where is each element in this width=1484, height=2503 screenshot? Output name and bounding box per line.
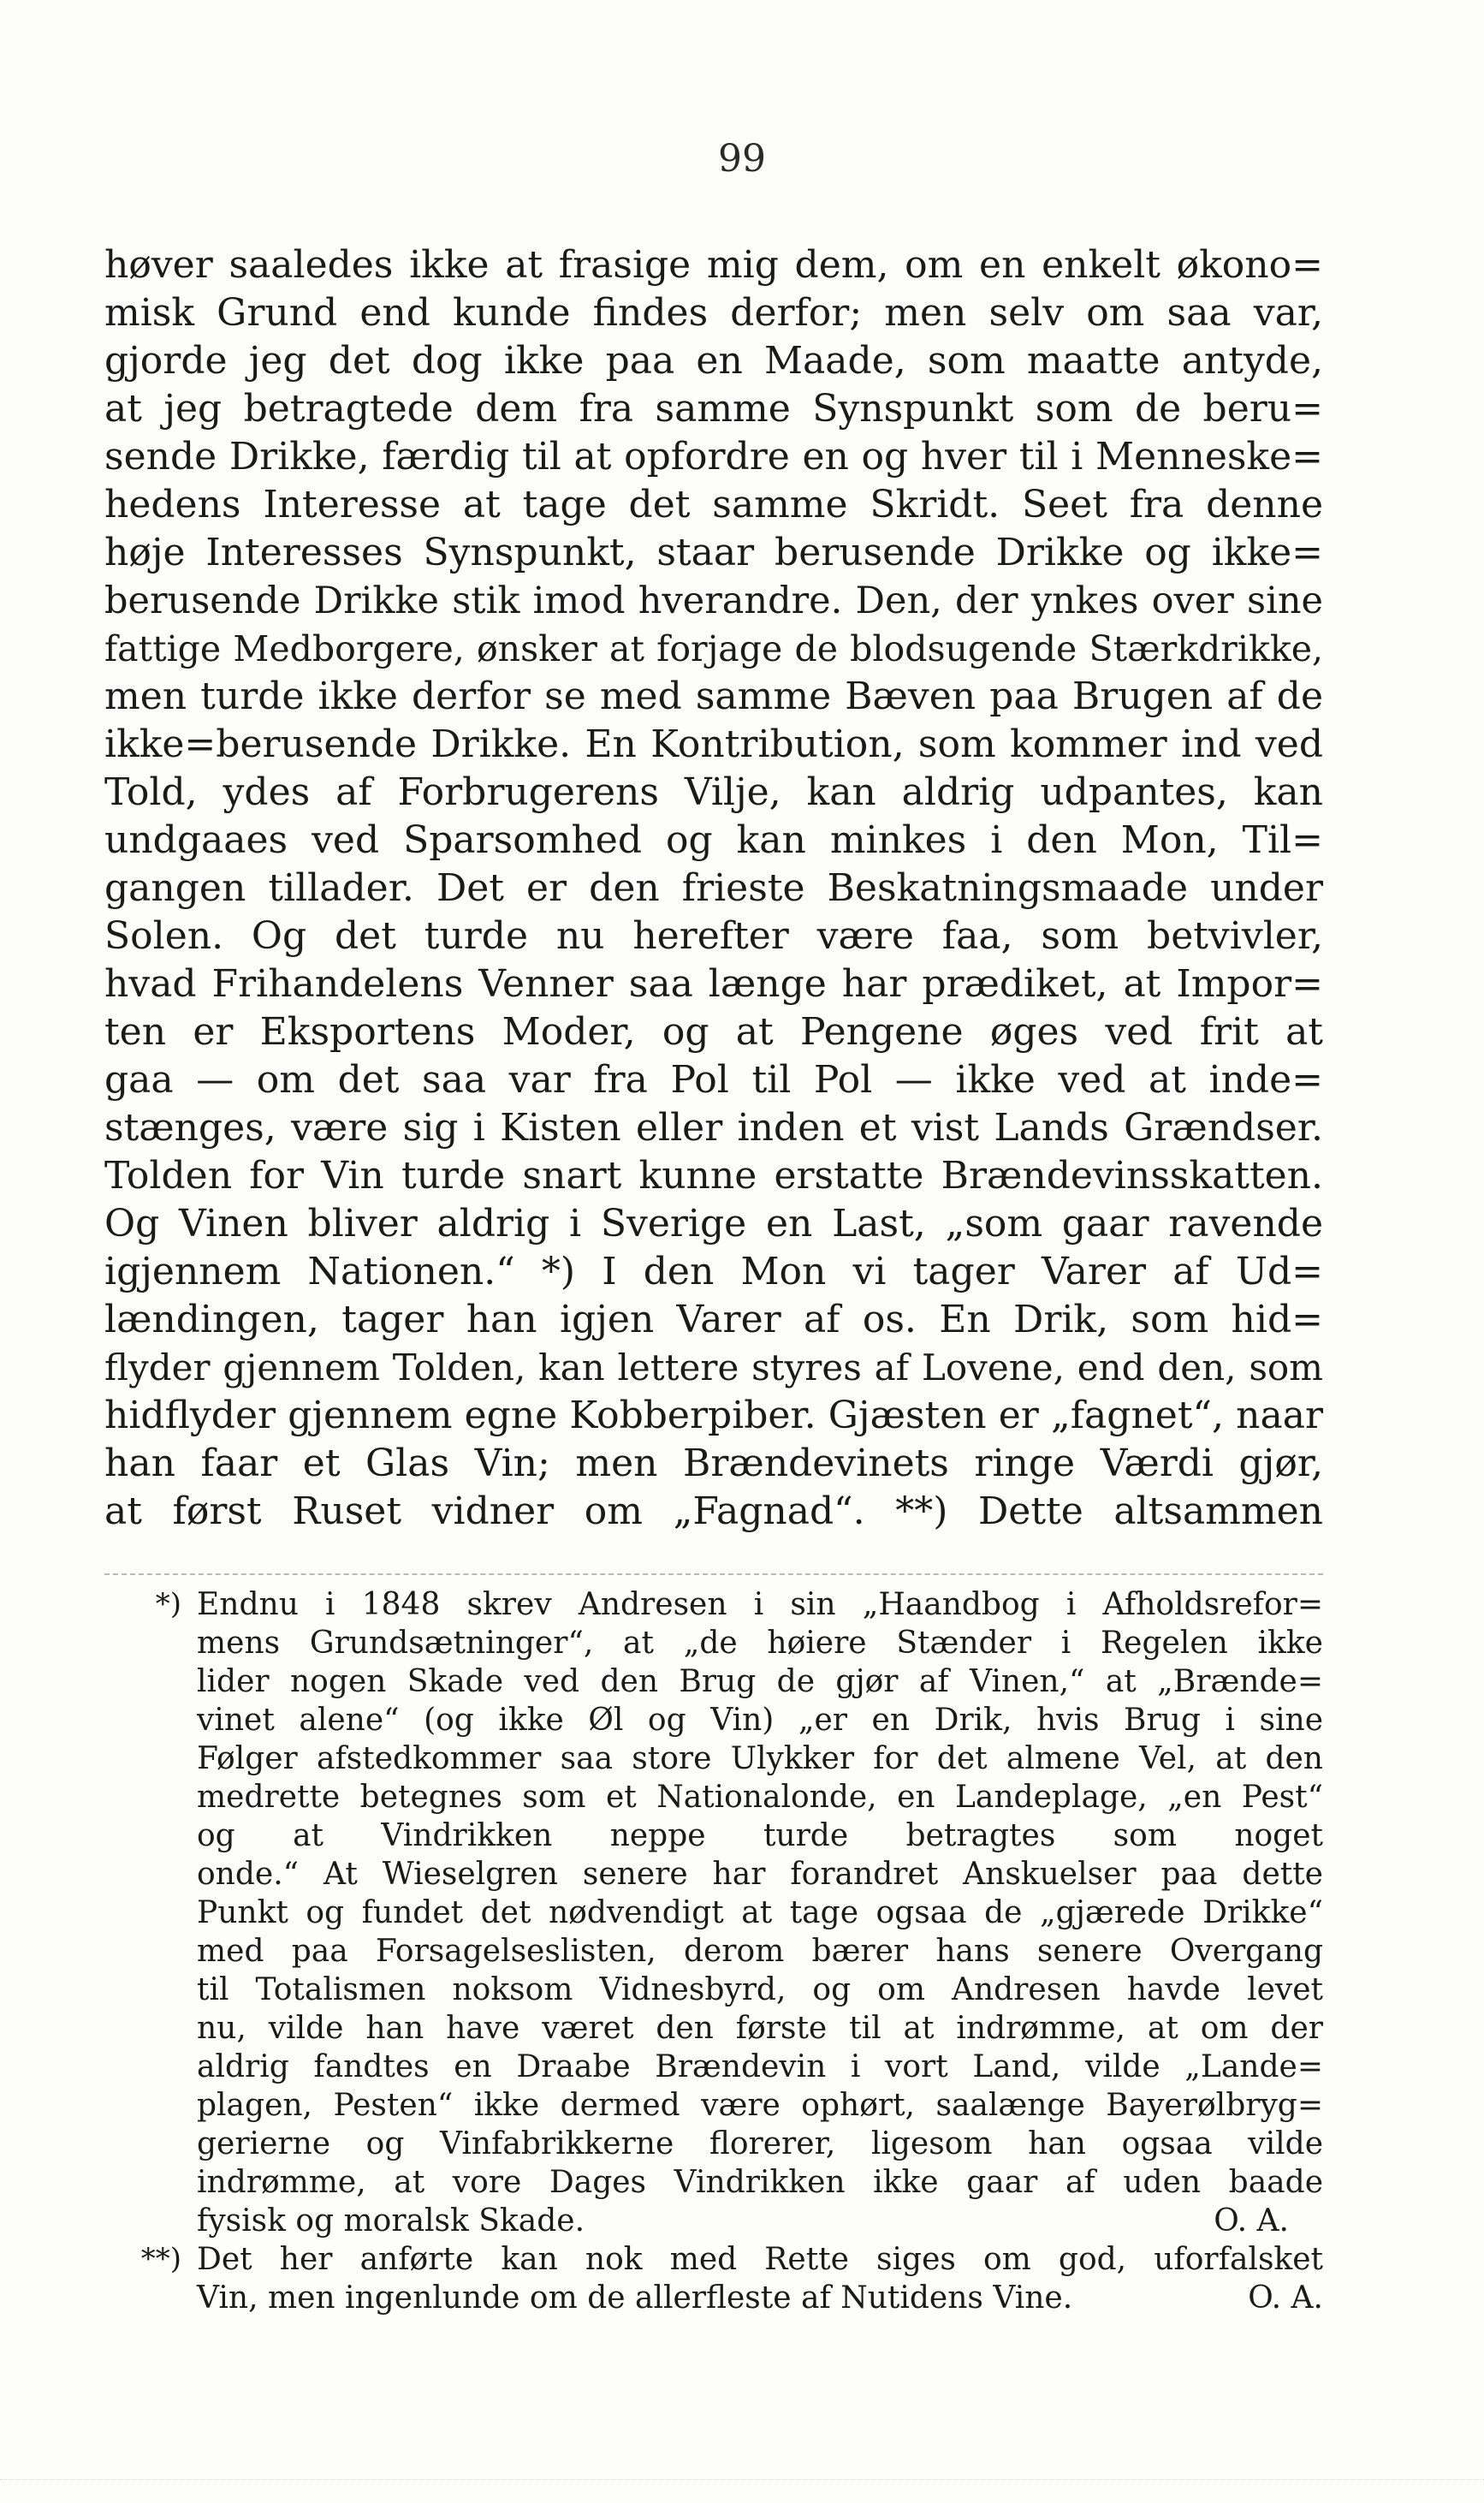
text-line: ikke=berusende Drikke. En Kontribution, som kommer ind ved xyxy=(104,722,1323,766)
text-line: sende Drikke, færdig til at opfordre en og hver til i Menneske= xyxy=(104,435,1323,479)
footnote-line: Følger afstedkommer saa store Ulykker for det almene Vel, at den xyxy=(197,1741,1323,1776)
text-line: hidflyder gjennem egne Kobberpiber. Gjæsten er „fagnet“, naar xyxy=(104,1394,1323,1437)
footnote-line: Punkt og fundet det nødvendigt at tage ogsaa de „gjærede Drikke“ xyxy=(197,1895,1323,1930)
footnote-line: mens Grundsætninger“, at „de høiere Stænder i Regelen ikke xyxy=(197,1626,1323,1661)
footnote-body xyxy=(197,2240,1323,2317)
footnote-line: gerierne og Vinfabrikkerne florerer, ligesom han ogsaa vilde xyxy=(197,2126,1323,2161)
text-line: igjennem Nationen.“ *) I den Mon vi tager Varer af Ud= xyxy=(104,1250,1323,1293)
footnote-line: med paa Forsagelseslisten, derom bærer hans senere Overgang xyxy=(197,1934,1323,1969)
footnote-line: onde.“ At Wieselgren senere har forandret Anskuelser paa dette xyxy=(197,1857,1323,1892)
main-text xyxy=(104,241,1323,1536)
footnote-line: plagen, Pesten“ ikke dermed være ophørt, saalænge Bayerølbryg= xyxy=(197,2088,1323,2123)
footnote-line: og at Vindrikken neppe turde betragtes som noget xyxy=(197,1818,1323,1853)
footnote-line: medrette betegnes som et Nationalonde, en Landeplage, „en Pest“ xyxy=(197,1780,1323,1815)
text-line: at først Ruset vidner om „Fagnad“. **) Dette altsammen xyxy=(104,1489,1323,1533)
text-line: Told, ydes af Forbrugerens Vilje, kan aldrig udpantes, kan xyxy=(104,770,1323,814)
footnote-closing-line xyxy=(197,2279,1323,2317)
text-line: høver saaledes ikke at frasige mig dem, om en enkelt økono= xyxy=(104,243,1323,287)
footnote-marker: *) xyxy=(155,1587,181,1621)
text-line: fattige Medborgere, ønsker at forjage de blodsugende Stærkdrikke, xyxy=(104,628,1323,669)
footnote-body xyxy=(197,1585,1323,2240)
text-line: at jeg betragtede dem fra samme Synspunkt som de beru= xyxy=(104,387,1323,431)
text-line: stænges, være sig i Kisten eller inden et vist Lands Grændser. xyxy=(104,1106,1323,1150)
text-line: hvad Frihandelens Venner saa længe har prædiket, at Impor= xyxy=(104,962,1323,1006)
text-line: Og Vinen bliver aldrig i Sverige en Last, „som gaar ravende xyxy=(104,1202,1323,1246)
text-line: lændingen, tager han igjen Varer af os. En Drik, som hid= xyxy=(104,1298,1323,1341)
footnote-1 xyxy=(104,1585,1323,2240)
footnote-2 xyxy=(104,2240,1323,2317)
text-line: flyder gjennem Tolden, kan lettere styres af Lovene, end den, som xyxy=(104,1347,1323,1388)
text-line: gaa — om det saa var fra Pol til Pol — ikke ved at inde= xyxy=(104,1058,1323,1102)
page-bottom-edge xyxy=(0,2479,1484,2480)
footnotes xyxy=(104,1585,1323,2317)
text-line: høje Interesses Synspunkt, staar berusende Drikke og ikke= xyxy=(104,531,1323,574)
footnote-closing-line xyxy=(197,2202,1323,2240)
footnote-line: indrømme, at vore Dages Vindrikken ikke gaar af uden baade xyxy=(197,2165,1323,2200)
footnote-line: nu, vilde han have været den første til at indrømme, at om der xyxy=(197,2011,1323,2046)
text-line: undgaaes ved Sparsomhed og kan minkes i den Mon, Til= xyxy=(104,818,1323,862)
footnote-line: vinet alene“ (og ikke Øl og Vin) „er en Drik, hvis Brug i sine xyxy=(197,1703,1323,1738)
page-number: 99 xyxy=(718,137,766,181)
text-line: ten er Eksportens Moder, og at Pengene øges ved frit at xyxy=(104,1010,1323,1054)
footnote-marker: **) xyxy=(140,2242,181,2276)
footnote-line: Det her anførte kan nok med Rette siges om god, uforfalsket xyxy=(197,2242,1323,2277)
footnote-line: Endnu i 1848 skrev Andresen i sin „Haandbog i Afholdsrefor= xyxy=(197,1587,1323,1622)
text-line: men turde ikke derfor se med samme Bæven paa Brugen af de xyxy=(104,675,1323,718)
footnote-last-text: Vin, men ingenlunde om de allerfleste af Nutidens Vine. xyxy=(197,2280,1073,2316)
text-line: Tolden for Vin turde snart kunne erstatte Brændevinsskatten. xyxy=(104,1154,1323,1198)
footnote-signature: O. A. xyxy=(1214,2203,1289,2238)
text-line: berusende Drikke stik imod hverandre. Den, der ynkes over sine xyxy=(104,580,1323,622)
text-line: hedens Interesse at tage det samme Skridt. Seet fra denne xyxy=(104,483,1323,526)
footnote-line: aldrig fandtes en Draabe Brændevin i vort Land, vilde „Lande= xyxy=(197,2049,1323,2084)
footnote-line: til Totalismen noksom Vidnesbyrd, og om Andresen havde levet xyxy=(197,1972,1323,2007)
text-line: han faar et Glas Vin; men Brændevinets ringe Værdi gjør, xyxy=(104,1442,1323,1485)
footnote-last-text: fysisk og moralsk Skade. xyxy=(197,2203,585,2238)
text-line: gangen tillader. Det er den frieste Beskatningsmaade under xyxy=(104,866,1323,910)
footnote-line: lider nogen Skade ved den Brug de gjør af Vinen,“ at „Brænde= xyxy=(197,1664,1323,1699)
footnote-divider xyxy=(104,1573,1323,1575)
footnote-signature: O. A. xyxy=(1248,2280,1323,2316)
text-line: misk Grund end kunde findes derfor; men selv om saa var, xyxy=(104,291,1323,335)
text-line: gjorde jeg det dog ikke paa en Maade, som maatte antyde, xyxy=(104,339,1323,383)
text-line: Solen. Og det turde nu herefter være faa, som betvivler, xyxy=(104,914,1323,958)
